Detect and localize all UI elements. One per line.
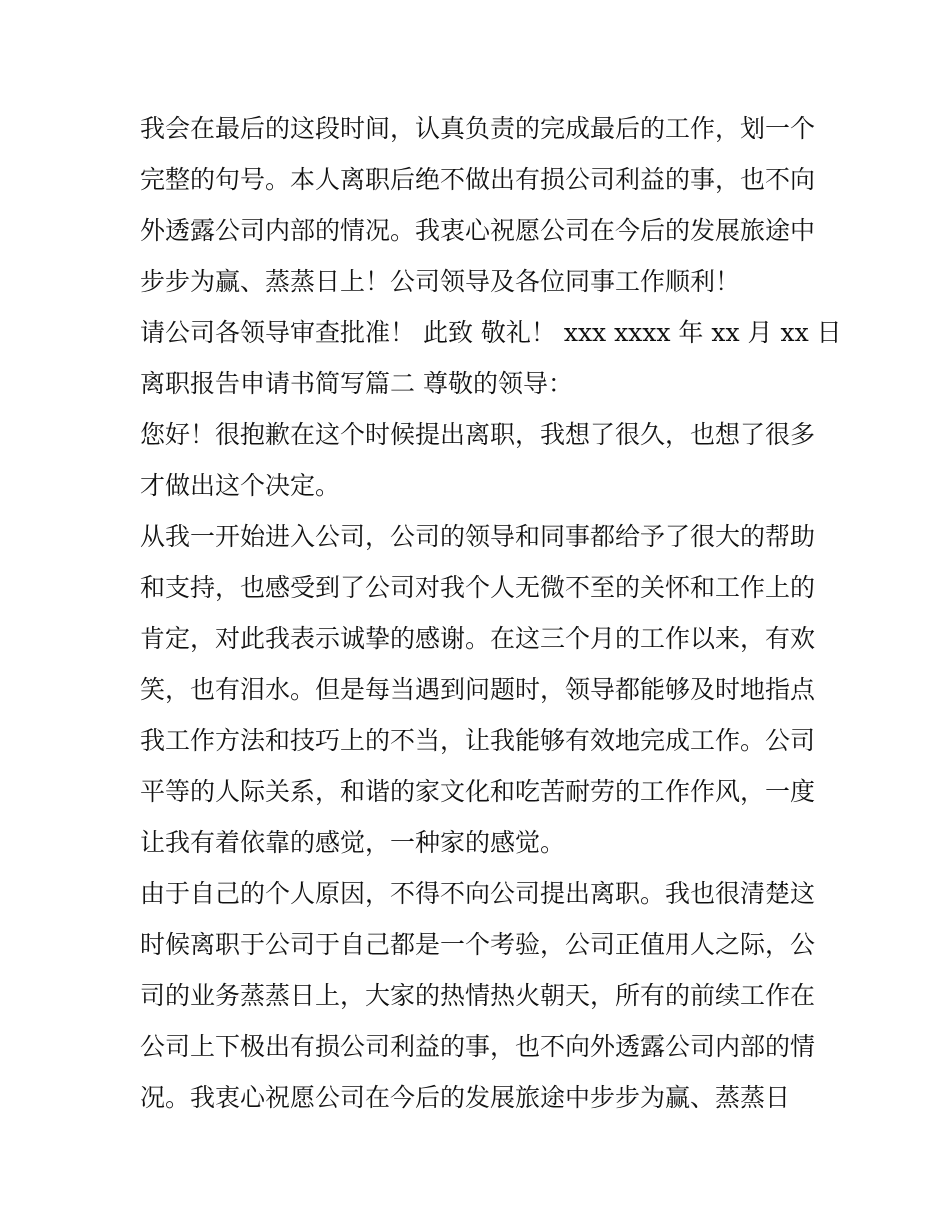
text-line: 况。我衷心祝愿公司在今后的发展旅途中步步为赢、蒸蒸日	[140, 1083, 791, 1112]
text-line: 笑，也有泪水。但是每当遇到问题时，领导都能够及时地指点	[140, 675, 816, 704]
text-line: 请公司各领导审查批准！ 此致 敬礼！ xxx xxxx 年 xx 月 xx 日	[140, 318, 842, 347]
document-body	[140, 103, 842, 1123]
text-line: 完整的句号。本人离职后绝不做出有损公司利益的事，也不向	[140, 165, 816, 194]
section-heading	[140, 358, 820, 409]
text-line: 由于自己的个人原因，不得不向公司提出离职。我也很清楚这	[140, 879, 816, 908]
text-line: 平等的人际关系，和谐的家文化和吃苦耐劳的工作作风，一度	[140, 777, 816, 806]
text-line: 时候离职于公司于自己都是一个考验，公司正值用人之际，公	[140, 930, 816, 959]
text-line: 才做出这个决定。	[140, 471, 341, 500]
text-line: 步步为赢、蒸蒸日上！公司领导及各位同事工作顺利！	[140, 267, 741, 296]
paragraph-greeting	[140, 409, 820, 511]
paragraph-closing-commitment	[140, 103, 820, 307]
text-line: 和支持，也感受到了公司对我个人无微不至的关怀和工作上的	[140, 573, 816, 602]
text-line: 离职报告申请书简写篇二 尊敬的领导：	[140, 369, 573, 398]
text-line: 让我有着依靠的感觉，一种家的感觉。	[140, 828, 566, 857]
text-line: 公司上下极出有损公司利益的事，也不向外透露公司内部的情	[140, 1032, 816, 1061]
text-line: 我会在最后的这段时间，认真负责的完成最后的工作，划一个	[140, 114, 816, 143]
text-line: 肯定，对此我表示诚挚的感谢。在这三个月的工作以来，有欢	[140, 624, 816, 653]
text-line: 我工作方法和技巧上的不当，让我能够有效地完成工作。公司	[140, 726, 816, 755]
paragraph-signoff	[140, 307, 842, 358]
paragraph-gratitude	[140, 511, 820, 868]
text-line: 您好！很抱歉在这个时候提出离职，我想了很久，也想了很多	[140, 420, 816, 449]
text-line: 司的业务蒸蒸日上，大家的热情热火朝天，所有的前续工作在	[140, 981, 816, 1010]
text-line: 外透露公司内部的情况。我衷心祝愿公司在今后的发展旅途中	[140, 216, 816, 245]
text-line: 从我一开始进入公司，公司的领导和同事都给予了很大的帮助	[140, 522, 816, 551]
paragraph-reason	[140, 868, 820, 1123]
